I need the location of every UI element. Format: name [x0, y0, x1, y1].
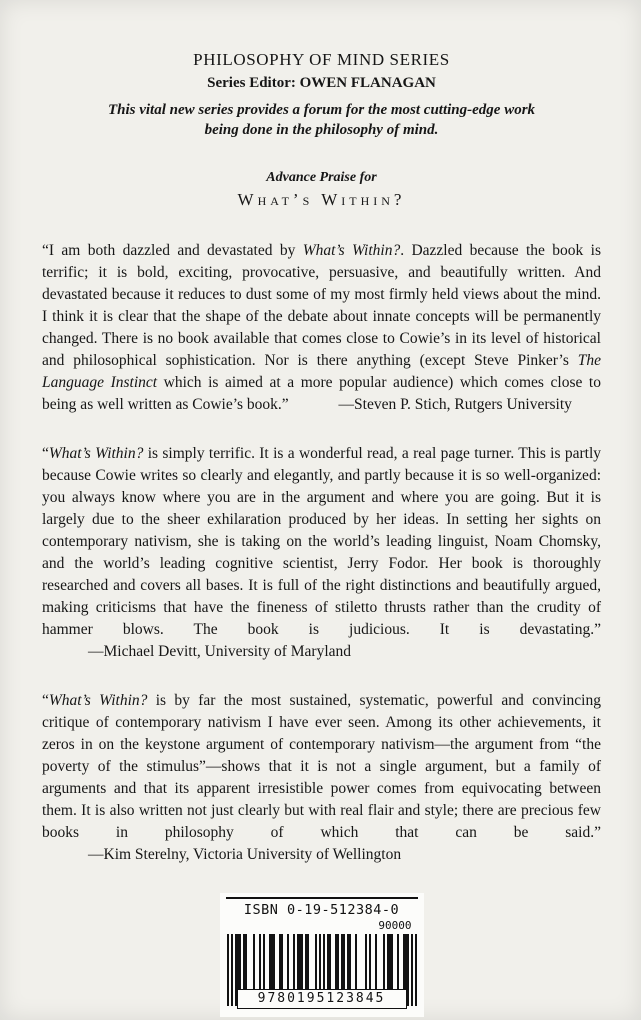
isbn-ean-digits: 9780195123845 [237, 989, 407, 1009]
isbn-barcode-block [220, 893, 424, 1017]
advance-praise-label: Advance Praise for [266, 170, 377, 185]
blurb-paragraph [42, 443, 601, 663]
barcode-top-rule [226, 897, 418, 899]
isbn-label: ISBN 0-19-512384-0 [243, 902, 400, 918]
series-title: PHILOSOPHY OF MIND SERIES [193, 50, 450, 69]
blurb-text: “What’s Within? is simply terrific. It is a wonderful read, a real page turner. This is partly because Cowie writes so clearly and elegantly, and partly because it is so well-organized: you always know where you are in the argument and where you are going. But it is largely due to the sheer exhilaration produced by her ideas. In setting her sights on contemporary nativism, she is taking on the world’s leading linguist, Noam Chomsky, and the world’s leading cognitive scientist, Jerry Fodor. Her book is thoroughly researched and covers all bases. It is full of the right distinctions and beautifully argued, making criticisms that have the fineness of stiletto thrusts rather than the crudity of hammer blows. The book is judicious. It is devastating.” [42, 445, 602, 638]
blurb-text: “I am both dazzled and devastated by What’s Within?. Dazzled because the book is terrific; it is bold, exciting, provocative, persuasive, and beautifully written. And devastated because it reduces to dust some of my most firmly held views about the mind. I think it is clear that the shape of the debate about innate concepts will be permanently changed. There is no book available that comes close to Cowie’s in its level of historical and philosophical sophistication. Nor is there anything (except Steve Pinker’s The Language Instinct which is aimed at a more popular audience) which comes close to being as well written as Cowie’s book.” [42, 242, 602, 413]
blurb-paragraph [42, 240, 601, 416]
blurbs-section [42, 240, 601, 893]
isbn-price-code: 90000 [378, 919, 412, 932]
series-editor: Series Editor: OWEN FLANAGAN [207, 75, 436, 91]
blurb-attribution: —Steven P. Stich, Rutgers University [338, 396, 572, 413]
blurb-text: “What’s Within? is by far the most sustained, systematic, powerful and convincing critique of contemporary nativism I have ever seen. Among its other achievements, it zeros in on the keystone argument of contemporary nativism—the argument from “the poverty of the stimulus”—shows that it is not a single argument, but a family of arguments and that its apparent irresistible power comes from equivocating between them. It is also written not just clearly but with real flair and style; there are precious few books in philosophy of which that can be said.” [42, 692, 601, 841]
blurb-attribution: —Kim Sterelny, Victoria University of Wellington [88, 846, 402, 863]
book-title: What’s Within? [237, 190, 406, 209]
series-header [42, 50, 601, 210]
series-description: This vital new series provides a forum for the most cutting-edge work being done in the philosophy of mind. [107, 102, 536, 138]
blurb-paragraph [42, 690, 601, 866]
blurb-attribution: —Michael Devitt, University of Maryland [88, 643, 352, 660]
